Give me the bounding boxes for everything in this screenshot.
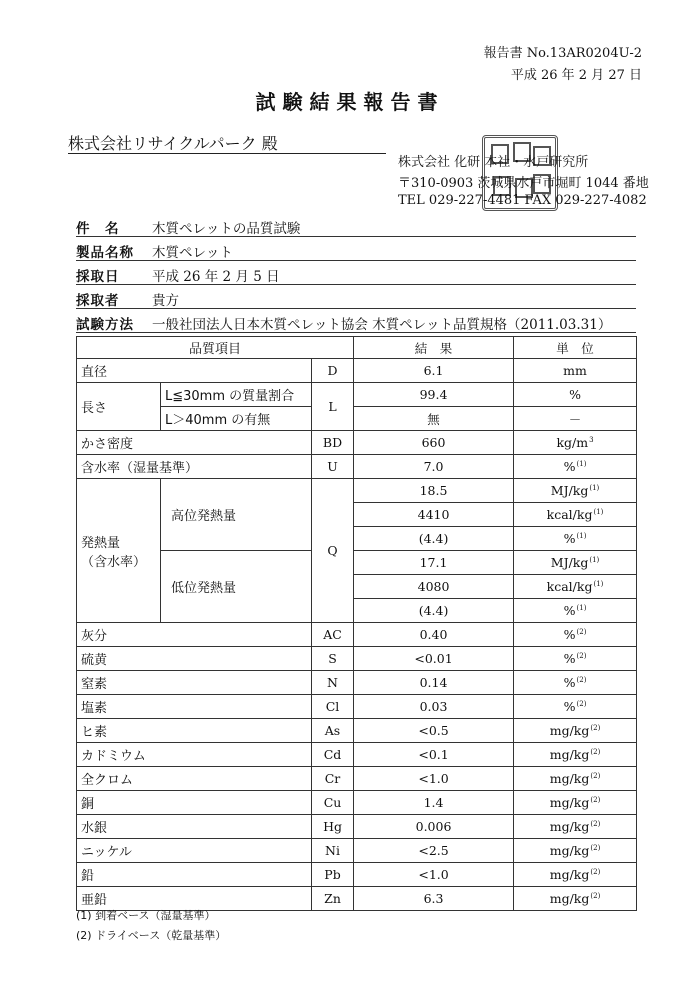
row-label: 亜鉛: [77, 887, 312, 911]
addressee-underline: [68, 153, 386, 154]
row-unit: [514, 623, 637, 647]
table-row: [77, 623, 637, 647]
row-symbol: Cl: [312, 695, 354, 719]
table-row: [77, 839, 637, 863]
unit-superscript: (1): [576, 531, 587, 540]
table-row: [77, 767, 637, 791]
unit-superscript: (2): [576, 627, 587, 636]
info-label: 採取者: [76, 293, 120, 309]
row-symbol: Hg: [312, 815, 354, 839]
row-value: <0.01: [354, 647, 514, 671]
table-row: [77, 479, 637, 503]
row-unit: [514, 695, 637, 719]
unit-text: %: [563, 627, 576, 642]
unit-superscript: (1): [589, 555, 600, 564]
info-row-product-name: [76, 238, 636, 261]
row-value: <1.0: [354, 767, 514, 791]
row-unit: [514, 527, 637, 551]
unit-superscript: (1): [576, 459, 587, 468]
row-symbol: Q: [312, 479, 354, 623]
row-unit: [514, 719, 637, 743]
row-unit: [514, 431, 637, 455]
table-row: [77, 815, 637, 839]
row-unit: [514, 671, 637, 695]
unit-text: %: [563, 651, 576, 666]
row-unit: [514, 767, 637, 791]
row-unit: %: [514, 383, 637, 407]
table-row: [77, 551, 637, 575]
unit-text: kg/m: [556, 435, 589, 450]
unit-superscript: (2): [576, 699, 587, 708]
row-symbol: L: [312, 383, 354, 431]
row-value: <0.1: [354, 743, 514, 767]
unit-text: %: [563, 699, 576, 714]
unit-text: MJ/kg: [550, 555, 589, 570]
row-label: 長さ: [77, 383, 161, 431]
table-row: [77, 791, 637, 815]
unit-text: mg/kg: [549, 819, 590, 834]
row-symbol: S: [312, 647, 354, 671]
row-symbol: U: [312, 455, 354, 479]
table-row: [77, 359, 637, 383]
table-header-row: [77, 337, 637, 359]
row-value: (4.4): [354, 599, 514, 623]
row-value: (4.4): [354, 527, 514, 551]
unit-superscript: (2): [576, 675, 587, 684]
row-symbol: As: [312, 719, 354, 743]
row-value: 6.1: [354, 359, 514, 383]
unit-text: mg/kg: [549, 891, 590, 906]
unit-text: mg/kg: [549, 867, 590, 882]
lhv-label: 低位発熱量: [161, 551, 312, 623]
unit-text: mg/kg: [549, 723, 590, 738]
unit-superscript: (1): [589, 483, 600, 492]
table-row: [77, 407, 637, 431]
unit-superscript: 3: [589, 435, 594, 444]
calorific-label-line1: 発熱量: [81, 535, 121, 551]
report-number: 報告書 No.13AR0204U-2: [483, 46, 642, 61]
header-result: 結 果: [354, 337, 514, 359]
row-label: 窒素: [77, 671, 312, 695]
row-unit: [514, 791, 637, 815]
row-value: 18.5: [354, 479, 514, 503]
report-date: 平成 26 年 2 月 27 日: [510, 68, 642, 83]
row-value: 0.006: [354, 815, 514, 839]
row-symbol: Pb: [312, 863, 354, 887]
unit-superscript: (2): [590, 747, 601, 756]
row-unit: [514, 455, 637, 479]
unit-text: kcal/kg: [546, 579, 593, 594]
row-value: 17.1: [354, 551, 514, 575]
row-unit: [514, 839, 637, 863]
row-value: 99.4: [354, 383, 514, 407]
row-unit: [514, 815, 637, 839]
row-value: 0.40: [354, 623, 514, 647]
row-value: <0.5: [354, 719, 514, 743]
row-label: 全クロム: [77, 767, 312, 791]
info-value: 一般社団法人日本木質ペレット協会 木質ペレット品質規格（2011.03.31）: [152, 317, 612, 333]
results-table: [76, 336, 637, 911]
table-row: [77, 719, 637, 743]
table-row: [77, 383, 637, 407]
unit-superscript: (2): [590, 723, 601, 732]
row-symbol: N: [312, 671, 354, 695]
row-unit: mm: [514, 359, 637, 383]
row-label: かさ密度: [77, 431, 312, 455]
unit-superscript: (2): [576, 651, 587, 660]
row-value: 1.4: [354, 791, 514, 815]
table-row: [77, 431, 637, 455]
info-value: 木質ペレット: [152, 245, 233, 261]
row-value: 6.3: [354, 887, 514, 911]
unit-text: %: [563, 459, 576, 474]
issuer-phone-fax: TEL 029-227-4481 FAX 029-227-4082: [398, 193, 647, 208]
row-value: <2.5: [354, 839, 514, 863]
row-value: 660: [354, 431, 514, 455]
row-unit: [514, 887, 637, 911]
row-label: 銅: [77, 791, 312, 815]
unit-text: %: [563, 675, 576, 690]
row-label: カドミウム: [77, 743, 312, 767]
info-label: 製品名称: [76, 245, 134, 261]
unit-text: MJ/kg: [550, 483, 589, 498]
row-symbol: BD: [312, 431, 354, 455]
unit-text: mg/kg: [549, 795, 590, 810]
row-label: ヒ素: [77, 719, 312, 743]
row-unit: [514, 647, 637, 671]
unit-text: %: [563, 603, 576, 618]
issuer-name: 株式会社 化研 本社・水戸研究所: [398, 155, 589, 170]
row-symbol: Ni: [312, 839, 354, 863]
row-symbol: Cr: [312, 767, 354, 791]
row-symbol: Cu: [312, 791, 354, 815]
unit-superscript: (1): [593, 579, 604, 588]
row-unit: [514, 743, 637, 767]
unit-superscript: (2): [590, 843, 601, 852]
info-value: 平成 26 年 2 月 5 日: [152, 269, 280, 285]
unit-text: kcal/kg: [546, 507, 593, 522]
row-symbol: Cd: [312, 743, 354, 767]
info-row-sampler: [76, 286, 636, 309]
unit-text: mg/kg: [549, 771, 590, 786]
info-row-sampling-date: [76, 262, 636, 285]
row-label: 塩素: [77, 695, 312, 719]
row-unit: [514, 503, 637, 527]
unit-superscript: (2): [590, 771, 601, 780]
unit-superscript: (1): [576, 603, 587, 612]
unit-superscript: (2): [590, 891, 601, 900]
row-label: 鉛: [77, 863, 312, 887]
unit-text: mg/kg: [549, 747, 590, 762]
unit-superscript: (2): [590, 819, 601, 828]
row-value: <1.0: [354, 863, 514, 887]
header-unit: 単 位: [514, 337, 637, 359]
info-label: 採取日: [76, 269, 120, 285]
unit-superscript: (2): [590, 867, 601, 876]
info-value: 貴方: [152, 293, 179, 309]
row-label: 灰分: [77, 623, 312, 647]
row-unit: [514, 599, 637, 623]
issuer-address: 〒310-0903 茨城県水戸市堀町 1044 番地: [398, 176, 649, 191]
row-unit: [514, 479, 637, 503]
unit-superscript: (2): [590, 795, 601, 804]
info-label: 件 名: [76, 221, 120, 237]
row-unit: [514, 575, 637, 599]
table-row: [77, 671, 637, 695]
info-value: 木質ペレットの品質試験: [152, 221, 301, 237]
row-sublabel: L＞40mm の有無: [161, 407, 312, 431]
footnote-2: (2) ドライベース（乾量基準）: [76, 929, 227, 942]
addressee: 株式会社リサイクルパーク 殿: [68, 134, 278, 153]
row-label: 硫黄: [77, 647, 312, 671]
row-sublabel: L≦30mm の質量割合: [161, 383, 312, 407]
info-label: 試験方法: [76, 317, 134, 333]
table-row: [77, 695, 637, 719]
table-row: [77, 863, 637, 887]
table-row: [77, 455, 637, 479]
row-symbol: Zn: [312, 887, 354, 911]
unit-text: mg/kg: [549, 843, 590, 858]
row-value: 無: [354, 407, 514, 431]
info-row-subject: [76, 214, 636, 237]
calorific-label-line2: （含水率）: [81, 554, 147, 570]
row-symbol: D: [312, 359, 354, 383]
row-value: 7.0: [354, 455, 514, 479]
row-label: 含水率（湿量基準）: [77, 455, 312, 479]
row-label: 直径: [77, 359, 312, 383]
row-unit: [514, 551, 637, 575]
unit-superscript: (1): [593, 507, 604, 516]
row-unit: －: [514, 407, 637, 431]
row-label: 水銀: [77, 815, 312, 839]
document-title: 試験結果報告書: [255, 90, 445, 114]
row-label: ニッケル: [77, 839, 312, 863]
table-row: [77, 743, 637, 767]
row-symbol: AC: [312, 623, 354, 647]
row-value: 4080: [354, 575, 514, 599]
header-item: 品質項目: [77, 337, 354, 359]
row-value: 0.14: [354, 671, 514, 695]
table-row: [77, 647, 637, 671]
row-value: 0.03: [354, 695, 514, 719]
unit-text: %: [563, 531, 576, 546]
row-unit: [514, 863, 637, 887]
hhv-label: 高位発熱量: [161, 479, 312, 551]
footnote-1: (1) 到着ベース（湿量基準）: [76, 909, 216, 922]
row-value: 4410: [354, 503, 514, 527]
calorific-label: [77, 479, 161, 623]
info-row-test-method: [76, 310, 636, 333]
